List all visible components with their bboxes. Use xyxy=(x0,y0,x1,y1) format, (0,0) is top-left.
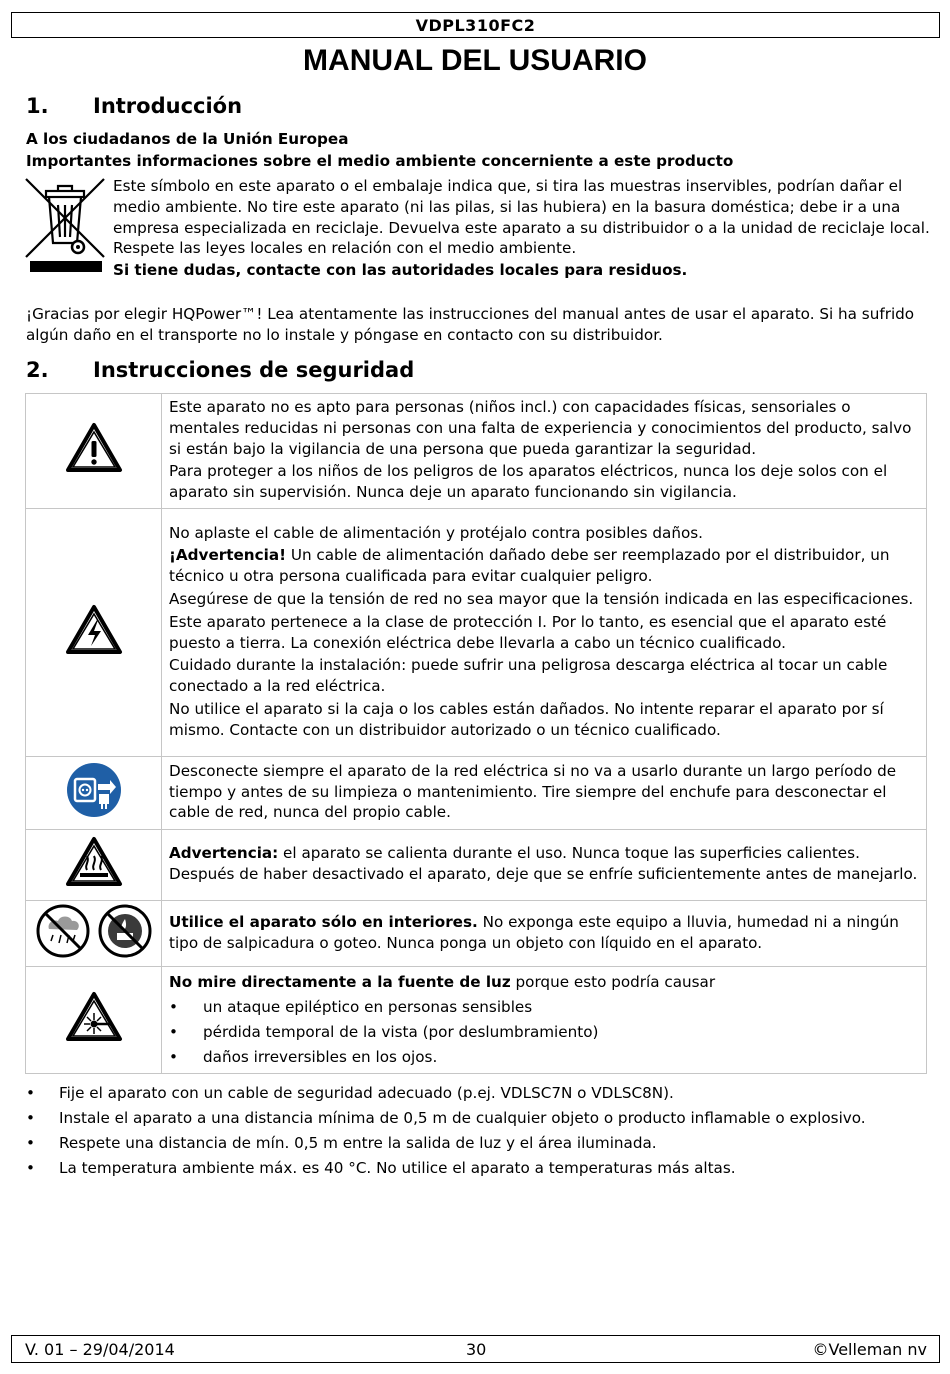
section-2-heading xyxy=(26,358,414,382)
safety-text xyxy=(169,972,920,993)
disconnect-mains-icon xyxy=(26,757,162,830)
no-rain-icon xyxy=(35,903,91,965)
list-item: • Instale el aparato a una distancia mínima de 0,5 m de cualquier objeto o producto inflamable o explosivo. xyxy=(26,1108,906,1129)
footer-page-number: 30 xyxy=(466,1340,487,1359)
safety-text: Este aparato pertenece a la clase de protección I. Por lo tanto, es esencial que el aparato esté puesto a tierra. La conexión eléctrica debe llevarla a cabo un técnico cualificado. xyxy=(169,612,887,652)
weee-bin-icon xyxy=(24,177,108,273)
safety-row xyxy=(26,967,927,1074)
weee-contact: Si tiene dudas, contacte con las autoridades locales para residuos. xyxy=(113,261,688,280)
safety-text: Para proteger a los niños de los peligros de los aparatos eléctricos, nunca los deje solos con el aparato sin supervisión. Nunca deje un aparato funcionando sin vigilancia. xyxy=(169,462,888,502)
no-liquid-icon xyxy=(97,903,153,965)
safety-row xyxy=(26,830,927,901)
indoor-icons xyxy=(26,901,162,967)
weee-text: Este símbolo en este aparato o el embalaje indica que, si tira las muestras inservibles, podrían dañar el medio ambiente. No tire este aparato (ni las pilas, si las hubiera) en la basura doméstica; debe ir a una empresa especializada en reciclaje. Devuelva este aparato a su distribuidor o a la unidad de reciclaje local. Respete las leyes locales en relación con el medio ambiente. xyxy=(113,177,930,258)
thanks-paragraph: ¡Gracias por elegir HQPower™! Lea atentamente las instrucciones del manual antes de usar el aparato. Si ha sufrido algún daño en el transporte no lo instale y póngase en contacto con su distribuidor. xyxy=(26,305,915,344)
header-model: VDPL310FC2 xyxy=(11,12,940,38)
section-number: 2. xyxy=(26,358,49,382)
electric-hazard-icon xyxy=(26,509,162,757)
risk-list xyxy=(169,997,920,1067)
warning-label: Advertencia: xyxy=(169,844,279,863)
footer-version: V. 01 – 29/04/2014 xyxy=(25,1340,175,1359)
list-item: • pérdida temporal de la vista (por deslumbramiento) xyxy=(169,1022,920,1043)
safety-bullets xyxy=(26,1083,906,1183)
safety-text-body: el aparato se calienta durante el uso. Nunca toque las superficies calientes. Después de haber desactivado el aparato, deje que se enfríe suficientemente antes de manejarlo. xyxy=(169,844,918,883)
eu-citizens-heading: A los ciudadanos de la Unión Europea xyxy=(26,130,349,148)
warning-label: ¡Advertencia! xyxy=(169,546,286,565)
section-1-heading xyxy=(26,94,242,118)
safety-text-body: porque esto podría causar xyxy=(510,973,716,992)
list-item: • Respete una distancia de mín. 0,5 m entre la salida de luz y el área iluminada. xyxy=(26,1133,906,1154)
safety-row xyxy=(26,757,927,830)
safety-table xyxy=(25,393,927,1074)
list-item: • Fije el aparato con un cable de seguridad adecuado (p.ej. VDLSC7N o VDLSC8N). xyxy=(26,1083,906,1104)
warning-label: Utilice el aparato sólo en interiores. xyxy=(169,912,478,931)
safety-text: No utilice el aparato si la caja o los cables están dañados. No intente reparar el aparato por sí mismo. Contacte con un distribuidor autorizado o un técnico cualificado. xyxy=(169,699,884,739)
safety-row xyxy=(26,509,927,757)
safety-row xyxy=(26,394,927,509)
safety-text xyxy=(169,545,920,587)
weee-notice xyxy=(113,176,931,281)
safety-text: Asegúrese de que la tensión de red no sea mayor que la tensión indicada en las especificaciones. xyxy=(169,589,914,608)
safety-row xyxy=(26,901,927,967)
environment-heading: Importantes informaciones sobre el medio ambiente concerniente a este producto xyxy=(26,152,734,170)
hot-surface-icon xyxy=(26,830,162,901)
page-title: MANUAL DEL USUARIO xyxy=(303,44,647,77)
safety-text xyxy=(169,843,920,885)
section-title: Instrucciones de seguridad xyxy=(93,358,415,382)
footer-copyright: ©Velleman nv xyxy=(812,1340,927,1359)
warning-label: No mire directamente a la fuente de luz xyxy=(169,973,511,992)
list-item: • daños irreversibles en los ojos. xyxy=(169,1047,920,1068)
general-warning-icon xyxy=(26,394,162,509)
safety-text xyxy=(169,912,920,954)
section-title: Introducción xyxy=(93,94,243,118)
section-number: 1. xyxy=(26,94,49,118)
safety-text-body: No exponga este equipo a lluvia, humedad ni a ningún tipo de salpicadura o goteo. Nunca ponga un objeto con líquido en el aparato. xyxy=(169,912,899,952)
safety-text: No aplaste el cable de alimentación y protéjalo contra posibles daños. xyxy=(169,523,704,542)
page-footer xyxy=(11,1335,940,1363)
safety-text: Cuidado durante la instalación: puede sufrir una peligrosa descarga eléctrica al tocar un cable conectado a la red eléctrica. xyxy=(169,656,888,696)
list-item: • un ataque epiléptico en personas sensibles xyxy=(169,997,920,1018)
list-item: • La temperatura ambiente máx. es 40 °C. No utilice el aparato a temperaturas más altas. xyxy=(26,1158,906,1179)
laser-light-warning-icon xyxy=(26,967,162,1074)
safety-text: Este aparato no es apto para personas (niños incl.) con capacidades físicas, sensoriales o mentales reducidas ni personas con una falta de experiencia y conocimientos del producto, salvo si están bajo la vigilancia de una persona que pueda garantizar la seguridad. xyxy=(169,398,912,458)
safety-text-body: Un cable de alimentación dañado debe ser reemplazado por el distribuidor, un técnico u otra persona cualificada para evitar cualquier peligro. xyxy=(169,546,890,586)
safety-text: Desconecte siempre el aparato de la red eléctrica si no va a usarlo durante un largo período de tiempo y antes de su limpieza o mantenimiento. Tire siempre del enchufe para desconectar el cable de red, nunca del propio cable. xyxy=(169,761,897,822)
